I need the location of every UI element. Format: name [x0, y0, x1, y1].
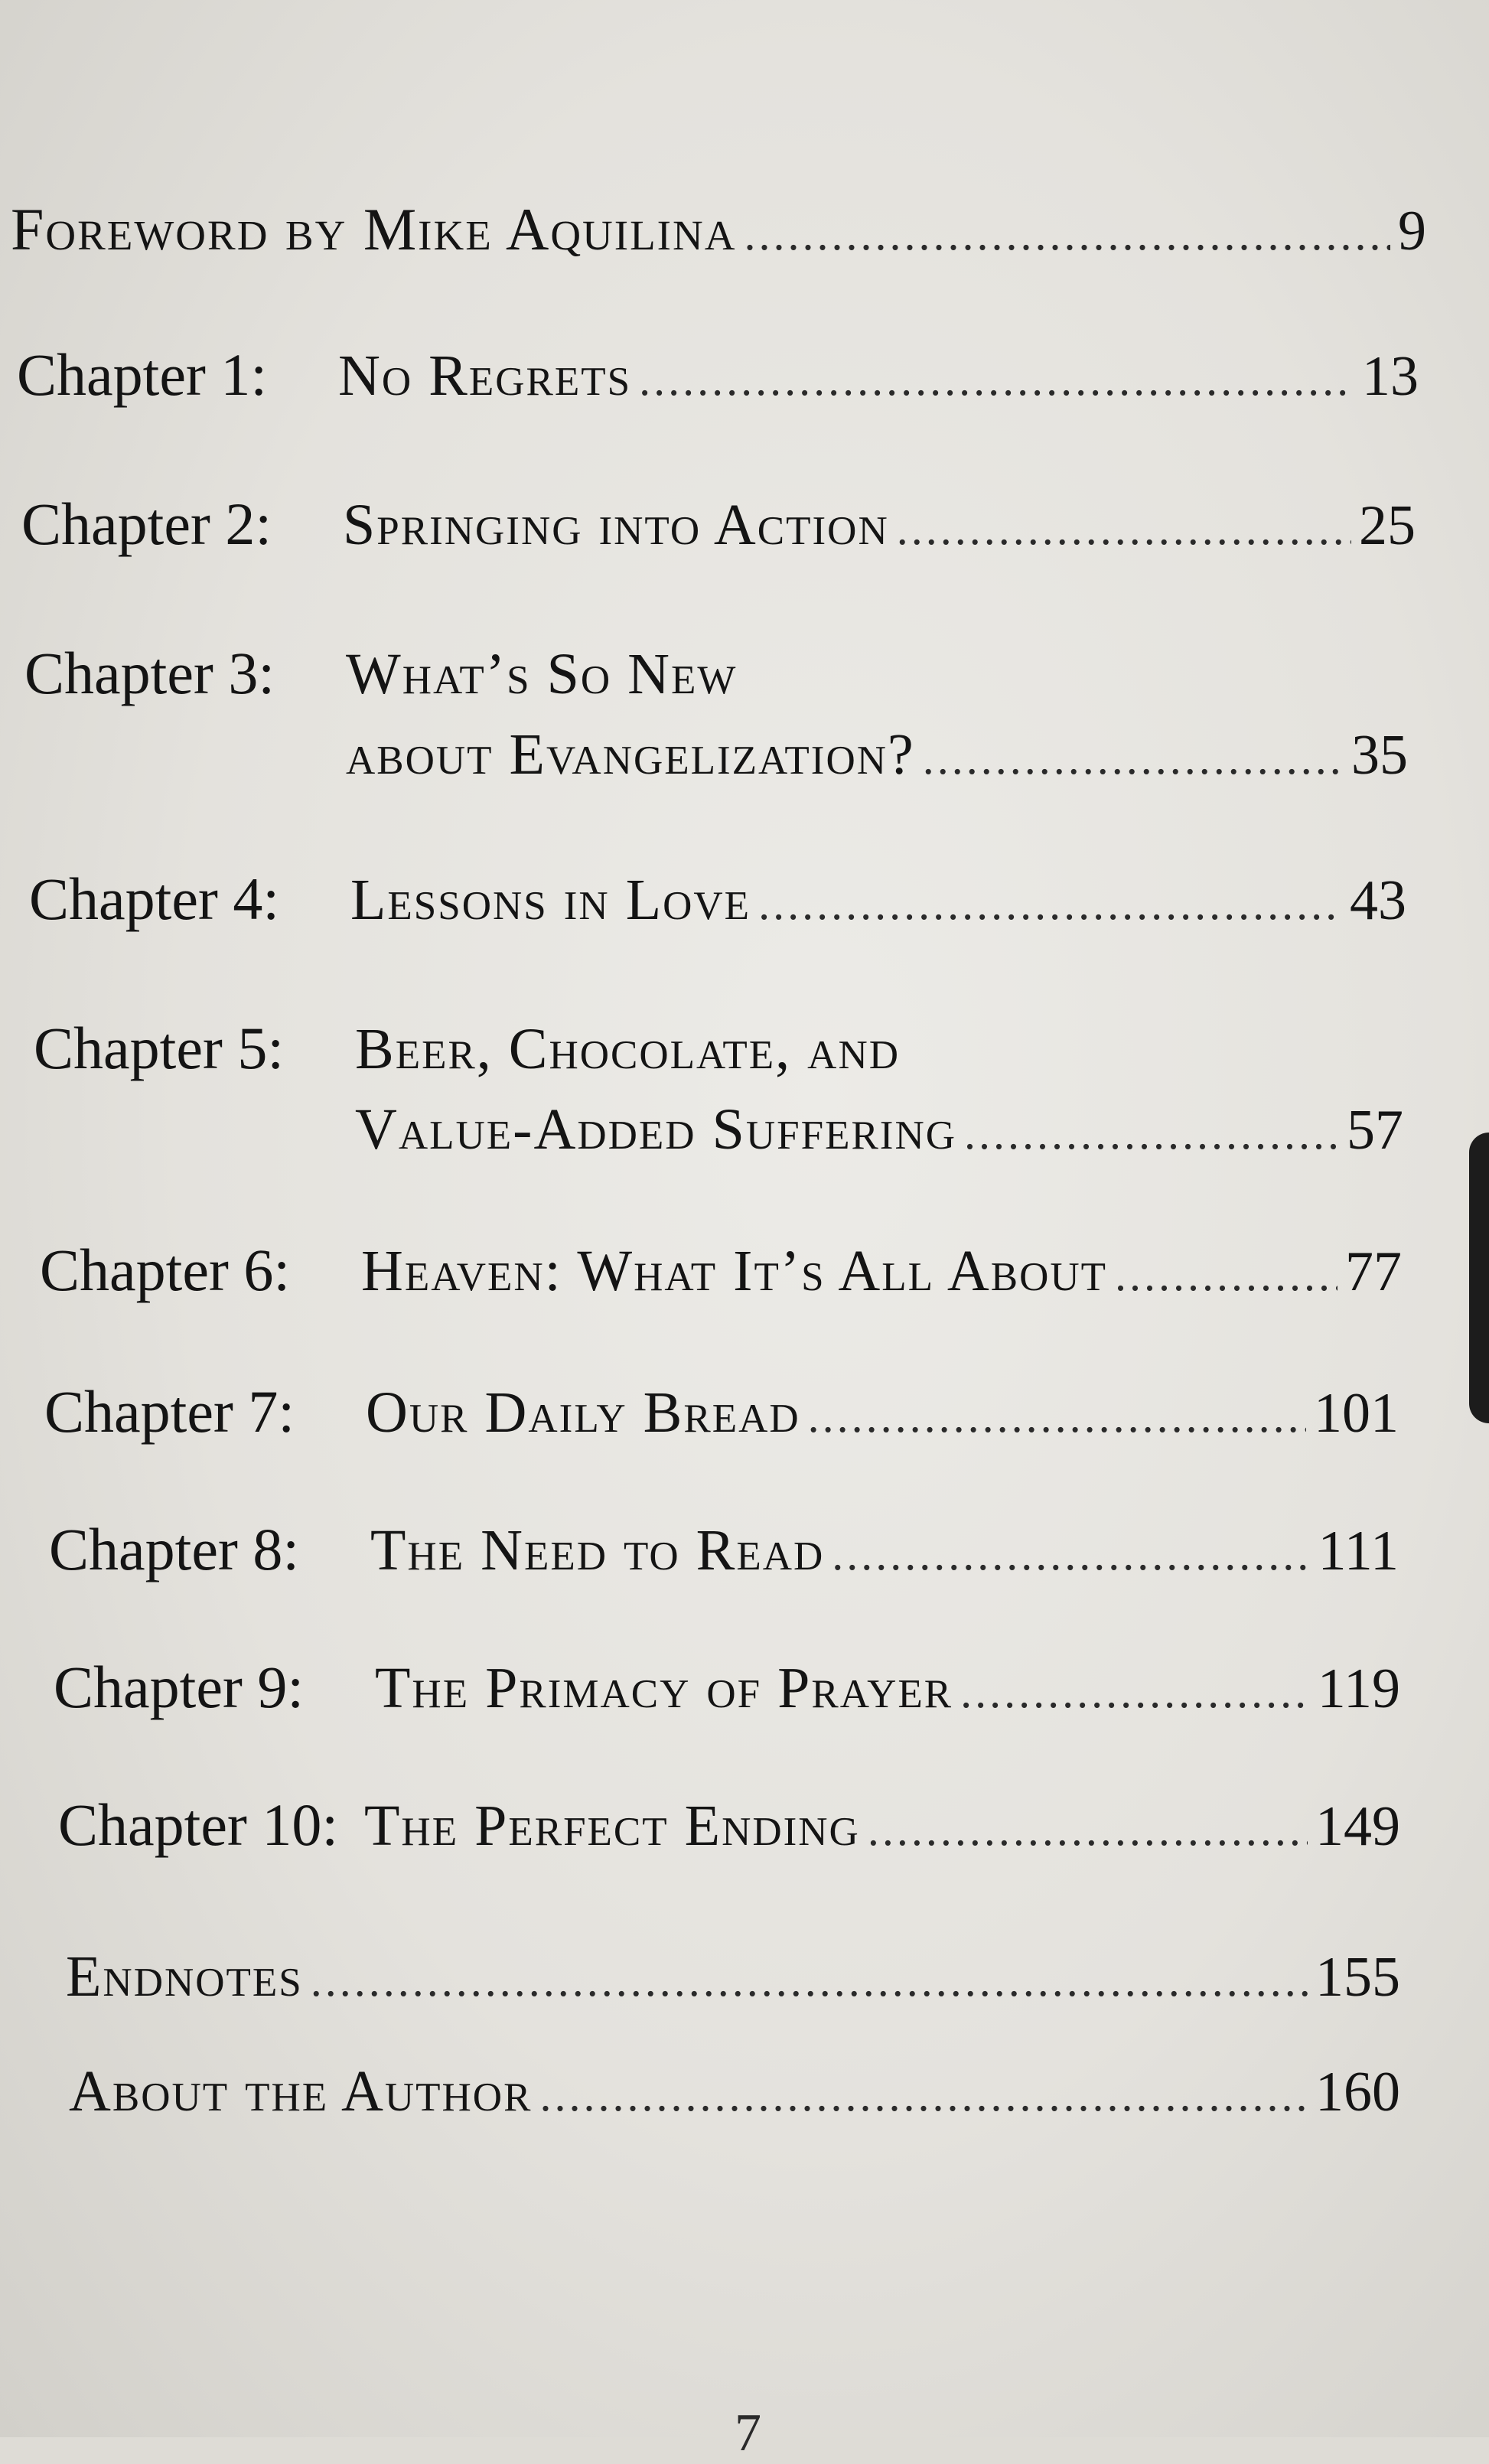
dot-leader [832, 1528, 1310, 1581]
entry-title-line-2: about Evangelization? [346, 722, 915, 787]
toc-entry-endnotes [66, 1944, 1400, 2010]
chapter-label: Chapter 3: [24, 640, 275, 706]
page-number: 119 [1317, 1657, 1400, 1720]
chapter-label: Chapter 4: [29, 865, 280, 932]
entry-title: No Regrets [338, 344, 632, 408]
page-number: 57 [1347, 1099, 1403, 1162]
entry-title: What’s So New [346, 642, 738, 706]
toc-entry-chapter-5 [34, 1014, 1403, 1163]
dot-leader [539, 2069, 1308, 2122]
chapter-label: Chapter 7: [44, 1378, 295, 1445]
page-number: 35 [1351, 724, 1408, 787]
page-number: 25 [1359, 494, 1416, 557]
chapter-label: Chapter 5: [34, 1015, 285, 1081]
dot-leader [897, 503, 1351, 556]
toc-entry-chapter-10 [58, 1791, 1400, 1859]
chapter-label: Chapter 1: [17, 341, 268, 408]
entry-title: The Need to Read [370, 1518, 825, 1582]
page-number: 9 [1398, 200, 1426, 262]
entry-title: Heaven: What It’s All About [361, 1239, 1108, 1303]
dot-leader [639, 354, 1354, 406]
toc-entry-foreword [11, 195, 1426, 264]
chapter-label: Chapter 6: [40, 1237, 291, 1303]
entry-title: The Perfect Ending [364, 1794, 860, 1858]
entry-title: Endnotes [66, 1944, 303, 2009]
page-number: 77 [1345, 1240, 1402, 1303]
toc-entry-about-the-author [69, 2058, 1400, 2125]
toc-entry-chapter-2 [21, 490, 1416, 559]
toc-entry-chapter-8 [49, 1515, 1399, 1584]
page-folio: 7 [735, 2404, 761, 2462]
entry-title-block [346, 641, 1408, 788]
dot-leader [758, 878, 1342, 931]
page-number: 43 [1350, 869, 1406, 932]
dot-leader [960, 1666, 1310, 1719]
entry-title-block [355, 1016, 1403, 1163]
entry-title-continuation [355, 1097, 1403, 1163]
toc-entry-chapter-7 [44, 1377, 1399, 1446]
chapter-label: Chapter 8: [49, 1516, 300, 1582]
dot-leader [868, 1804, 1308, 1856]
page-number: 155 [1315, 1946, 1400, 2009]
entry-title: The Primacy of Prayer [375, 1656, 953, 1720]
entry-title-line-2: Value-Added Suffering [355, 1097, 956, 1162]
entry-title: Beer, Chocolate, and [355, 1017, 901, 1081]
page-number: 13 [1362, 345, 1419, 408]
dot-leader [744, 208, 1390, 261]
toc-entry-chapter-3 [24, 639, 1408, 788]
entry-title: Lessons in Love [350, 868, 751, 932]
page-number: 111 [1318, 1520, 1399, 1582]
toc-entry-chapter-4 [29, 865, 1406, 934]
chapter-label: Chapter 9: [54, 1654, 305, 1720]
chapter-label: Chapter 2: [21, 491, 272, 557]
dot-leader [1115, 1249, 1337, 1302]
page-number: 101 [1314, 1382, 1399, 1445]
page-number: 160 [1315, 2061, 1400, 2123]
entry-title: Springing into Action [343, 493, 889, 557]
dot-leader [808, 1390, 1306, 1443]
entry-title: Foreword by Mike Aquilina [11, 196, 737, 262]
entry-title: About the Author [69, 2059, 533, 2123]
toc-entry-chapter-9 [54, 1653, 1400, 1722]
page-number: 149 [1315, 1795, 1400, 1858]
dot-leader [964, 1107, 1339, 1160]
toc-entry-chapter-6 [40, 1236, 1402, 1305]
entry-title: Our Daily Bread [366, 1380, 800, 1445]
dot-leader [923, 732, 1344, 785]
toc-entry-chapter-1 [17, 341, 1419, 409]
dot-leader [311, 1954, 1308, 2007]
entry-title-continuation [346, 722, 1408, 788]
chapter-label: Chapter 10: [58, 1791, 339, 1858]
